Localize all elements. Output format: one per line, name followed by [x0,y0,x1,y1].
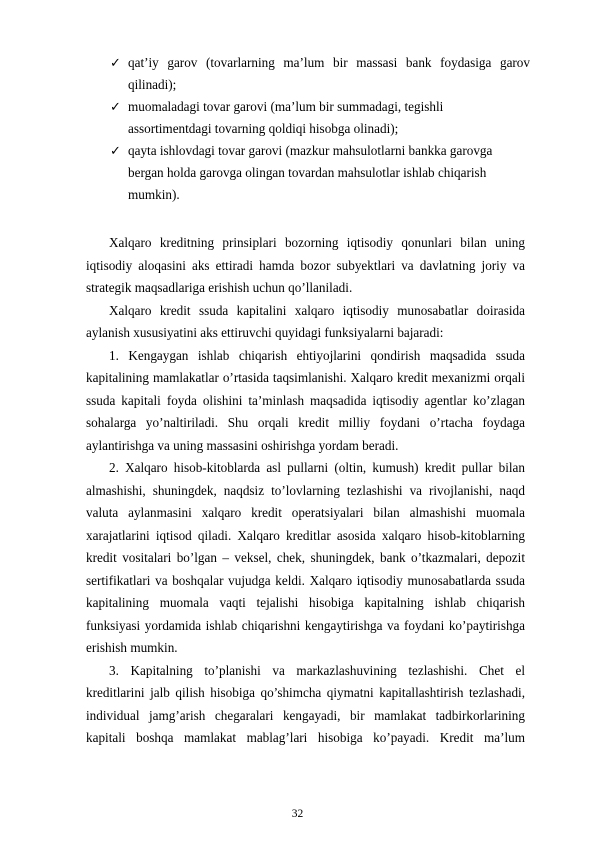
list-item-text: muomaladagi tovar garovi (ma’lum bir summadagi, tegishli assortimentdagi tovarning qoldiqi hisobga olinadi); [128,99,444,136]
page-number: 32 [291,808,304,820]
list-item [110,140,530,206]
check-icon: ✓ [110,143,121,158]
list-item-text: qayta ishlovdagi tovar garovi (mazkur mahsulotlarni bankka garovga bergan holda garovga olingan tovardan mahsulotlar ishlab chiqarish mumkin). [128,143,493,202]
list-item-text: qat’iy garov (tovarlarning ma’lum bir massasi bank foydasiga garov qilinadi); [128,55,530,92]
body-text [86,232,525,750]
paragraph: Xalqaro kredit ssuda kapitalini xalqaro iqtisodiy munosabatlar doirasida aylanish xususiyatini aks ettiruvchi quyidagi funksiyalarni bajaradi: [86,302,525,340]
checklist [110,52,530,206]
list-item [110,96,530,140]
check-icon: ✓ [110,55,121,70]
paragraph: 3. Kapitalning to’planishi va markazlashuvining tezlashishi. Chet el kreditlarini jalb qilish hisobiga qo’shimcha qiymatni kapitallashtirish tezlashadi, individual jamg’arish chegaralari kengayadi, bir mamlakat tadbirkorlarining kapitali boshqa mamlakat mablag’lari hisobiga ko’payadi. Kredit ma’lum [86,662,525,745]
list-item [110,52,530,96]
paragraph: 2. Xalqaro hisob-kitoblarda asl pullarni (oltin, kumush) kredit pullar bilan almashishi, shuningdek, naqdsiz to’lovlarning tezlashishi va rivojlanishi, naqd valuta aylanmasini xalqaro kredit operatsiyalari bilan almashishi muomala xarajatlarini iqtisod qiladi. Xalqaro kreditlar asosida xalqaro hisob-kitoblarning kredit vositalari bo’lgan – veksel, chek, shuningdek, bank o’tkazmalari, depozit sertifikatlari va boshqalar vujudga keldi. Xalqaro iqtisodiy munosabatlarda ssuda kapitalining muomala vaqti tejalishi hisobiga kapitalning ishlab chiqarish funksiyasi yordamida ishlab chiqarishni kengaytirishga va foydani ko’paytirishga erishish mumkin. [86,460,525,655]
paragraph: Xalqaro kreditning prinsiplari bozorning iqtisodiy qonunlari bilan uning iqtisodiy aloqasini aks ettiradi hamda bozor subyektlari va davlatning joriy va strategik maqsadlariga erishish uchun qo’llaniladi. [86,235,525,295]
check-icon: ✓ [110,99,121,114]
paragraph: 1. Kengaygan ishlab chiqarish ehtiyojlarini qondirish maqsadida ssuda kapitalining mamlakatlar o’rtasida taqsimlanishi. Xalqaro kredit mexanizmi orqali ssuda kapitali foyda olishini ta’minlash maqsadida iqtisodiy agentlar ko’zlagan sohalarga yo’naltiriladi. Shu orqali kredit milliy foydani o’rtacha foydaga aylantirishga va uning massasini oshirishga yordam beradi. [86,347,525,453]
